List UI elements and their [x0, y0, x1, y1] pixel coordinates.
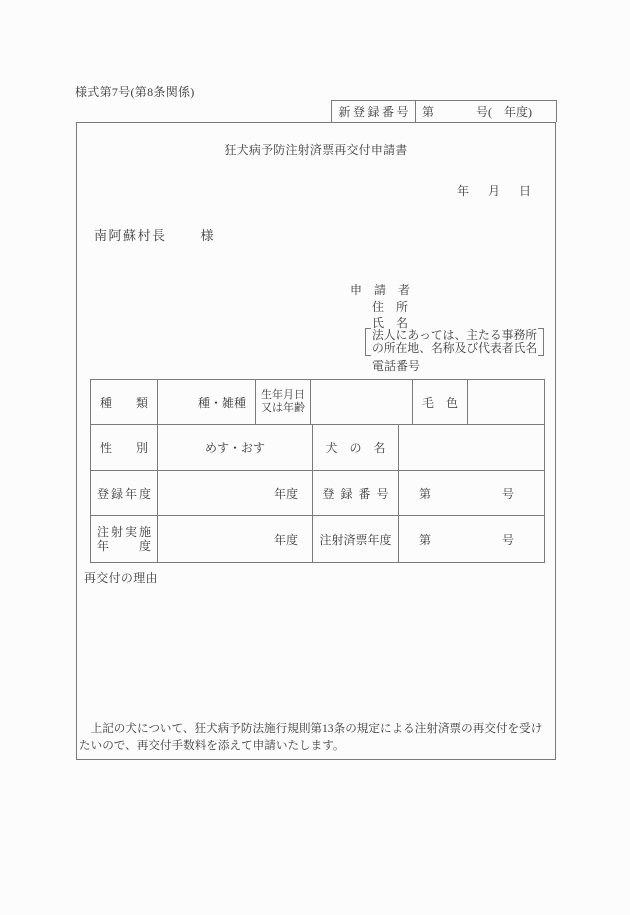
- species-value: 種・雑種: [158, 380, 256, 424]
- statement-line1: 上記の犬について、狂犬病予防法施行規則第13条の規定による注射済票の再交付を受け: [79, 722, 543, 735]
- registration-number-value: [399, 471, 544, 515]
- applicant-name-label: 氏 名: [372, 316, 409, 330]
- date-line: [457, 182, 531, 199]
- registration-number-dai: 第: [419, 486, 432, 501]
- registration-number-label: 登録番号: [313, 471, 399, 515]
- sex-value: めす・おす: [158, 425, 313, 470]
- recipient-line: [94, 225, 215, 244]
- species-label: 種 類: [91, 380, 158, 424]
- new-registration-number-value: [416, 101, 556, 122]
- registration-number-go: 号: [501, 486, 514, 501]
- applicant-phone-label: 電話番号: [372, 359, 421, 373]
- registration-number-suffix: 号( 年度): [476, 105, 532, 119]
- corporate-note-text: [371, 328, 538, 356]
- form-title: 狂犬病予防注射済票再交付申請書: [224, 143, 408, 157]
- tag-year-label: 注射済票年度: [313, 516, 399, 562]
- corporate-note-line1: 法人にあっては、主たる事務所: [372, 328, 538, 342]
- birthdate-value-blank: [311, 380, 413, 424]
- recipient-honorific: 様: [200, 228, 216, 243]
- table-row-injection: [91, 516, 544, 562]
- date-month-label: 月: [488, 184, 501, 198]
- tag-number-go: 号: [501, 532, 514, 547]
- date-year-label: 年: [457, 184, 470, 198]
- tag-number-value: [399, 516, 544, 562]
- form-number: 様式第7号(第8条関係): [75, 85, 195, 99]
- table-row-registration: [91, 471, 544, 516]
- birthdate-label-line2: 又は年齢: [261, 402, 305, 414]
- dog-name-value-blank: [399, 425, 544, 470]
- dog-info-table: [90, 379, 545, 563]
- applicant-heading: 申 請 者: [350, 283, 411, 297]
- injection-year-value: 年度: [158, 516, 313, 562]
- application-form-box: [76, 122, 556, 760]
- registration-year-value: 年度: [158, 471, 313, 515]
- table-row-species: [91, 380, 544, 425]
- birthdate-label-line1: 生年月日: [261, 389, 305, 401]
- reissue-reason-label: 再交付の理由: [84, 571, 158, 585]
- new-registration-number-label: 新登録番号: [332, 101, 416, 122]
- birthdate-label: [256, 380, 311, 424]
- injection-year-label: [91, 516, 158, 562]
- injection-year-label-line1: 注射実施: [96, 525, 153, 539]
- application-statement: [79, 720, 542, 754]
- coat-color-value-blank: [468, 380, 544, 424]
- sex-label: 性 別: [91, 425, 158, 470]
- injection-year-label-line2: 年 度: [96, 539, 153, 553]
- table-row-sex: [91, 425, 544, 471]
- registration-number-prefix: 第: [422, 105, 435, 119]
- statement-line2: たいので、再交付手数料を添えて申請いたします。: [79, 739, 345, 752]
- recipient-name: 南阿蘇村長: [94, 228, 167, 243]
- new-registration-number-box: [331, 100, 557, 122]
- corporate-note-line2: の所在地、名称及び代表者氏名: [372, 341, 538, 355]
- registration-year-label: 登録年度: [91, 471, 158, 515]
- corporate-note: [365, 328, 544, 356]
- coat-color-label: 毛 色: [413, 380, 468, 424]
- dog-name-label: 犬 の 名: [313, 425, 399, 470]
- tag-number-dai: 第: [419, 532, 432, 547]
- date-day-label: 日: [519, 184, 532, 198]
- applicant-address-label: 住 所: [372, 300, 409, 314]
- right-bracket: [538, 328, 544, 356]
